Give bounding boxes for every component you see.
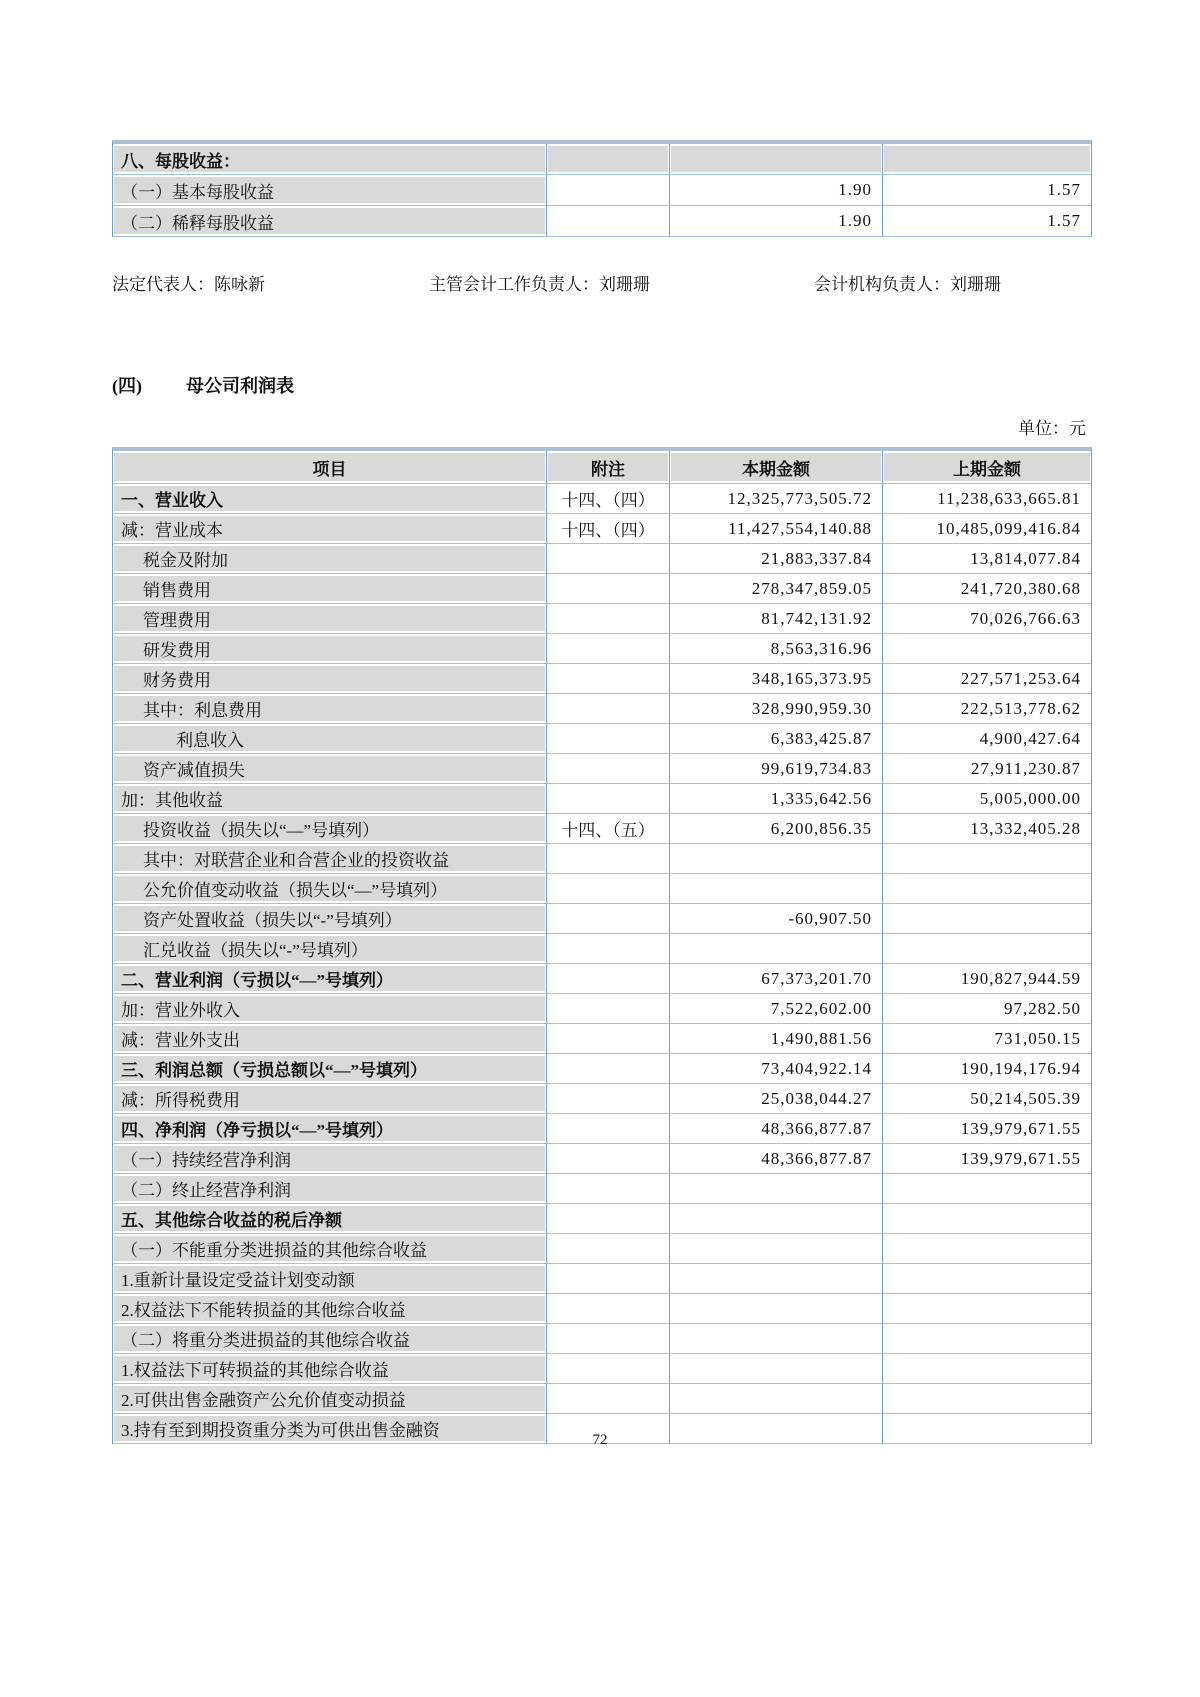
- prior-amount-cell: 241,720,380.68: [883, 574, 1091, 604]
- table-row: [113, 1384, 1091, 1414]
- current-amount-cell: [670, 844, 883, 874]
- item-label: （二）稀释每股收益: [121, 213, 274, 233]
- item-label-cell: [113, 1294, 547, 1324]
- table-row: [113, 934, 1091, 964]
- current-amount-cell: 25,038,044.27: [670, 1084, 883, 1114]
- current-amount-cell: 48,366,877.87: [670, 1114, 883, 1144]
- prior-amount-cell: [883, 1264, 1091, 1294]
- item-label: 资产减值损失: [143, 761, 245, 780]
- table-row: [113, 1114, 1091, 1144]
- eps-header-empty-current-cell: [670, 144, 883, 175]
- current-amount-cell: 348,165,373.95: [670, 664, 883, 694]
- item-label: 其中：对联营企业和合营企业的投资收益: [143, 851, 449, 870]
- chief-accounting-officer: 主管会计工作负责人：刘珊珊: [429, 275, 650, 294]
- table-row: [113, 1324, 1091, 1354]
- note-cell: [547, 1144, 670, 1174]
- prior-amount-cell: 4,900,427.64: [883, 724, 1091, 754]
- column-header-item: 项目: [113, 451, 547, 484]
- item-label-cell: [113, 724, 547, 754]
- accounting-dept-head: 会计机构负责人：刘珊珊: [814, 275, 1001, 294]
- current-amount-cell: [670, 1234, 883, 1264]
- current-amount-cell: 1,490,881.56: [670, 1024, 883, 1054]
- note-cell: [547, 754, 670, 784]
- current-amount-cell: 99,619,734.83: [670, 754, 883, 784]
- eps-header-empty-note-cell: [547, 144, 670, 175]
- current-amount-cell: [670, 1264, 883, 1294]
- current-amount-cell: 81,742,131.92: [670, 604, 883, 634]
- eps-section-title-cell: [113, 144, 547, 175]
- note-cell: [547, 206, 670, 237]
- item-label-cell: [113, 574, 547, 604]
- note-cell: [547, 784, 670, 814]
- current-amount-cell: [670, 934, 883, 964]
- current-amount-cell: [670, 874, 883, 904]
- note-cell: [547, 1084, 670, 1114]
- column-header-note: 附注: [547, 451, 670, 484]
- note-cell: [547, 1384, 670, 1414]
- note-cell: [547, 544, 670, 574]
- item-label: （一）持续经营净利润: [121, 1151, 291, 1170]
- note-cell: [547, 1114, 670, 1144]
- item-label-cell: [113, 694, 547, 724]
- current-amount-cell: 67,373,201.70: [670, 964, 883, 994]
- item-label-cell: [113, 634, 547, 664]
- current-amount-cell: 8,563,316.96: [670, 634, 883, 664]
- table-row: [113, 994, 1091, 1024]
- section-index: (四): [112, 376, 142, 396]
- item-label-cell: [113, 175, 547, 206]
- item-label: 其中：利息费用: [143, 701, 262, 720]
- eps-header-empty-prior-cell: [883, 144, 1091, 175]
- prior-amount-cell: 222,513,778.62: [883, 694, 1091, 724]
- current-amount-cell: [670, 1354, 883, 1384]
- income-statement-section: [112, 447, 1092, 1444]
- item-label: 3.持有至到期投资重分类为可供出售金融资: [121, 1421, 440, 1440]
- prior-amount-cell: 13,814,077.84: [883, 544, 1091, 574]
- eps-table-section: [112, 140, 1092, 237]
- current-amount-cell: 11,427,554,140.88: [670, 514, 883, 544]
- item-label-cell: [113, 994, 547, 1024]
- current-amount-cell: 21,883,337.84: [670, 544, 883, 574]
- table-row: [113, 784, 1091, 814]
- prior-amount-cell: 13,332,405.28: [883, 814, 1091, 844]
- current-amount-cell: [670, 1324, 883, 1354]
- item-label: 税金及附加: [143, 551, 228, 570]
- unit-label: 单位：元: [1018, 419, 1086, 438]
- table-row: [113, 1174, 1091, 1204]
- item-label-cell: [113, 1144, 547, 1174]
- prior-amount-cell: 139,979,671.55: [883, 1144, 1091, 1174]
- note-cell: [547, 1324, 670, 1354]
- table-row: [113, 1294, 1091, 1324]
- note-cell: [547, 1054, 670, 1084]
- item-label-cell: [113, 844, 547, 874]
- prior-amount-cell: [883, 934, 1091, 964]
- prior-amount-cell: 139,979,671.55: [883, 1114, 1091, 1144]
- note-cell: [547, 574, 670, 604]
- prior-amount-cell: 227,571,253.64: [883, 664, 1091, 694]
- current-amount-cell: 1.90: [670, 206, 883, 237]
- item-label-cell: [113, 206, 547, 237]
- item-label-cell: [113, 874, 547, 904]
- note-cell: [547, 1354, 670, 1384]
- item-label-cell: [113, 904, 547, 934]
- note-cell: [547, 694, 670, 724]
- item-label: 公允价值变动收益（损失以“—”号填列）: [143, 881, 448, 900]
- column-header-prior-amount: 上期金额: [883, 451, 1091, 484]
- prior-amount-cell: [883, 1324, 1091, 1354]
- item-label-cell: [113, 604, 547, 634]
- table-row: [113, 1264, 1091, 1294]
- current-amount-cell: 12,325,773,505.72: [670, 484, 883, 514]
- prior-amount-cell: 190,194,176.94: [883, 1054, 1091, 1084]
- note-cell: [547, 634, 670, 664]
- eps-table: [112, 140, 1092, 237]
- current-amount-cell: -60,907.50: [670, 904, 883, 934]
- table-row: [113, 634, 1091, 664]
- prior-amount-cell: 11,238,633,665.81: [883, 484, 1091, 514]
- item-label-cell: [113, 514, 547, 544]
- item-label-cell: [113, 814, 547, 844]
- current-amount-cell: 73,404,922.14: [670, 1054, 883, 1084]
- current-amount-cell: 1,335,642.56: [670, 784, 883, 814]
- table-row: [113, 574, 1091, 604]
- note-cell: [547, 1264, 670, 1294]
- current-amount-cell: [670, 1204, 883, 1234]
- item-label-cell: [113, 1114, 547, 1144]
- note-cell: [547, 664, 670, 694]
- prior-amount-cell: [883, 844, 1091, 874]
- table-row: [113, 844, 1091, 874]
- item-label-cell: [113, 1324, 547, 1354]
- prior-amount-cell: [883, 1294, 1091, 1324]
- item-label-cell: [113, 934, 547, 964]
- current-amount-cell: 7,522,602.00: [670, 994, 883, 1024]
- item-label: （二）终止经营净利润: [121, 1181, 291, 1200]
- current-amount-cell: 6,200,856.35: [670, 814, 883, 844]
- table-row: [113, 1204, 1091, 1234]
- prior-amount-cell: 50,214,505.39: [883, 1084, 1091, 1114]
- table-row: [113, 964, 1091, 994]
- item-label-cell: [113, 484, 547, 514]
- note-cell: [547, 904, 670, 934]
- item-label: 减：所得税费用: [121, 1091, 240, 1110]
- table-row: [113, 664, 1091, 694]
- prior-amount-cell: [883, 634, 1091, 664]
- prior-amount-cell: 1.57: [883, 175, 1091, 206]
- prior-amount-cell: [883, 1354, 1091, 1384]
- table-row: [113, 874, 1091, 904]
- item-label-cell: [113, 1024, 547, 1054]
- table-row: [113, 1054, 1091, 1084]
- table-row: [113, 206, 1091, 237]
- item-label: 利息收入: [176, 731, 244, 750]
- table-row: [113, 1144, 1091, 1174]
- prior-amount-cell: [883, 904, 1091, 934]
- item-label: 1.重新计量设定受益计划变动额: [121, 1271, 355, 1290]
- item-label-cell: [113, 964, 547, 994]
- table-row: [113, 904, 1091, 934]
- item-label: 减：营业外支出: [121, 1031, 240, 1050]
- note-cell: [547, 934, 670, 964]
- note-cell: [547, 994, 670, 1024]
- item-label-cell: [113, 664, 547, 694]
- item-label-cell: [113, 1174, 547, 1204]
- note-cell: [547, 874, 670, 904]
- table-row: [113, 544, 1091, 574]
- item-label: 2.权益法下不能转损益的其他综合收益: [121, 1301, 406, 1320]
- item-label: 1.权益法下可转损益的其他综合收益: [121, 1361, 389, 1380]
- item-label: 销售费用: [143, 581, 211, 600]
- note-cell: 十四、（四）: [547, 484, 670, 514]
- item-label: （一）不能重分类进损益的其他综合收益: [121, 1241, 427, 1260]
- eps-header-row: [113, 144, 1091, 175]
- income-statement-table: [112, 447, 1092, 1444]
- item-label: 研发费用: [143, 641, 211, 660]
- current-amount-cell: [670, 1294, 883, 1324]
- note-cell: [547, 175, 670, 206]
- item-label-cell: [113, 784, 547, 814]
- table-row: [113, 514, 1091, 544]
- current-amount-cell: 48,366,877.87: [670, 1144, 883, 1174]
- table-row: [113, 1084, 1091, 1114]
- note-cell: 十四、（五）: [547, 814, 670, 844]
- note-cell: [547, 1234, 670, 1264]
- note-cell: [547, 1174, 670, 1204]
- prior-amount-cell: [883, 1234, 1091, 1264]
- item-label: 汇兑收益（损失以“-”号填列）: [143, 941, 368, 960]
- prior-amount-cell: 190,827,944.59: [883, 964, 1091, 994]
- page-number: 72: [592, 1432, 608, 1448]
- table-row: [113, 694, 1091, 724]
- section-title: 母公司利润表: [186, 376, 294, 396]
- item-label-cell: [113, 1354, 547, 1384]
- item-label: 四、净利润（净亏损以“—”号填列）: [121, 1121, 393, 1140]
- note-cell: 十四、（四）: [547, 514, 670, 544]
- current-amount-cell: [670, 1384, 883, 1414]
- table-row: [113, 754, 1091, 784]
- item-label: 一、营业收入: [121, 491, 223, 510]
- prior-amount-cell: 97,282.50: [883, 994, 1091, 1024]
- note-cell: [547, 1024, 670, 1054]
- item-label-cell: [113, 1384, 547, 1414]
- prior-amount-cell: [883, 1384, 1091, 1414]
- item-label-cell: [113, 1264, 547, 1294]
- item-label: 二、营业利润（亏损以“—”号填列）: [121, 971, 393, 990]
- prior-amount-cell: 70,026,766.63: [883, 604, 1091, 634]
- table-header-row: [113, 451, 1091, 484]
- current-amount-cell: 1.90: [670, 175, 883, 206]
- note-cell: [547, 964, 670, 994]
- legal-representative: 法定代表人：陈咏新: [112, 275, 265, 294]
- note-cell: [547, 724, 670, 754]
- table-row: [113, 1024, 1091, 1054]
- prior-amount-cell: 1.57: [883, 206, 1091, 237]
- item-label: 管理费用: [143, 611, 211, 630]
- prior-amount-cell: 731,050.15: [883, 1024, 1091, 1054]
- table-row: [113, 1354, 1091, 1384]
- table-row: [113, 604, 1091, 634]
- item-label-cell: [113, 754, 547, 784]
- prior-amount-cell: 27,911,230.87: [883, 754, 1091, 784]
- item-label: 投资收益（损失以“—”号填列）: [143, 821, 380, 840]
- note-cell: [547, 604, 670, 634]
- prior-amount-cell: 10,485,099,416.84: [883, 514, 1091, 544]
- item-label: 加：其他收益: [121, 791, 223, 810]
- table-row: [113, 724, 1091, 754]
- item-label: 减：营业成本: [121, 521, 223, 540]
- note-cell: [547, 1294, 670, 1324]
- item-label: 加：营业外收入: [121, 1001, 240, 1020]
- note-cell: [547, 844, 670, 874]
- item-label-cell: [113, 544, 547, 574]
- prior-amount-cell: [883, 1204, 1091, 1234]
- item-label-cell: [113, 1054, 547, 1084]
- item-label: 五、其他综合收益的税后净额: [121, 1211, 342, 1230]
- current-amount-cell: 6,383,425.87: [670, 724, 883, 754]
- prior-amount-cell: [883, 1174, 1091, 1204]
- item-label: 财务费用: [143, 671, 211, 690]
- prior-amount-cell: 5,005,000.00: [883, 784, 1091, 814]
- item-label-cell: [113, 1084, 547, 1114]
- item-label: 资产处置收益（损失以“-”号填列）: [143, 911, 402, 930]
- item-label: 2.可供出售金融资产公允价值变动损益: [121, 1391, 406, 1410]
- table-row: [113, 814, 1091, 844]
- current-amount-cell: [670, 1174, 883, 1204]
- prior-amount-cell: [883, 874, 1091, 904]
- item-label: 三、利润总额（亏损总额以“—”号填列）: [121, 1061, 427, 1080]
- note-cell: [547, 1204, 670, 1234]
- section-heading: [112, 372, 294, 398]
- item-label: （一）基本每股收益: [121, 182, 274, 202]
- item-label-cell: [113, 1234, 547, 1264]
- item-label-cell: [113, 1204, 547, 1234]
- column-header-current-amount: 本期金额: [670, 451, 883, 484]
- eps-section-title: 八、每股收益：: [121, 151, 240, 171]
- table-row: [113, 1234, 1091, 1264]
- table-row: [113, 175, 1091, 206]
- current-amount-cell: 328,990,959.30: [670, 694, 883, 724]
- current-amount-cell: 278,347,859.05: [670, 574, 883, 604]
- table-row: [113, 484, 1091, 514]
- item-label: （二）将重分类进损益的其他综合收益: [121, 1331, 410, 1350]
